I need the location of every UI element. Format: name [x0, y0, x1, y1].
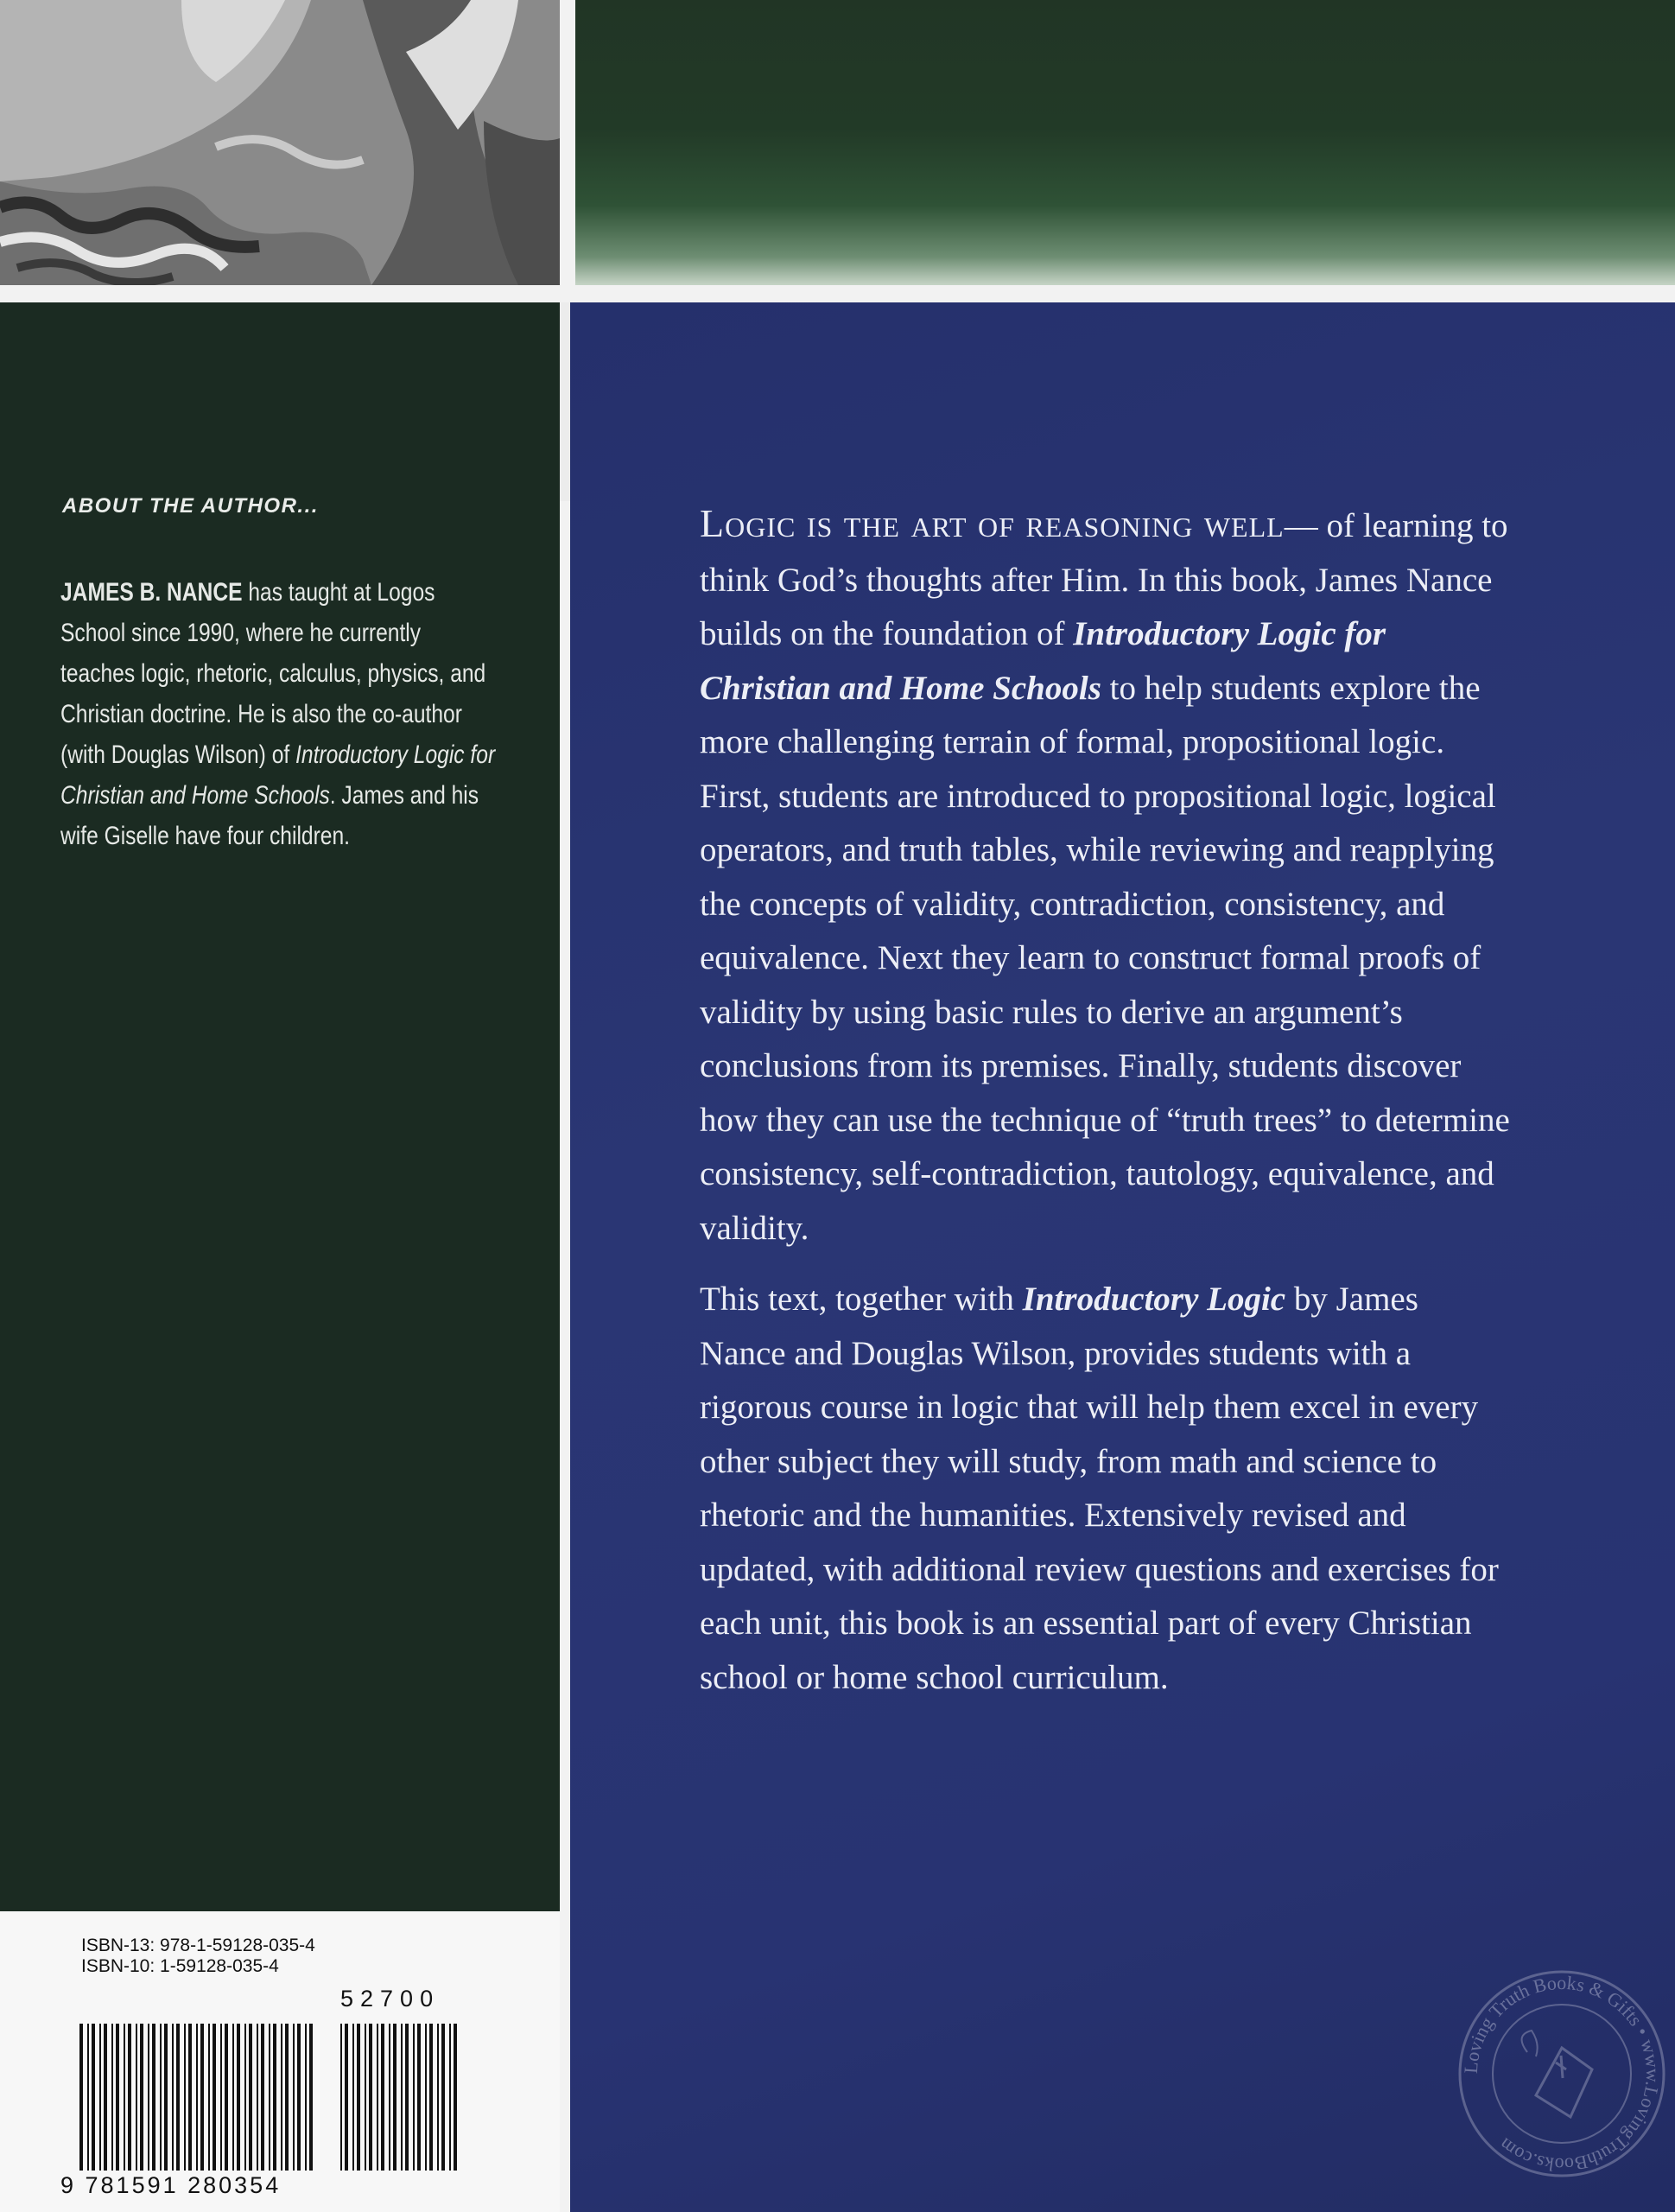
barcode-bar — [297, 2024, 301, 2171]
barcode-bar — [389, 2024, 390, 2171]
barcode-bar — [345, 2024, 348, 2171]
barcode-bar — [92, 2024, 95, 2171]
barcode-bar — [393, 2024, 397, 2171]
author-name: JAMES B. NANCE — [60, 578, 243, 607]
description-paragraph-1 — [700, 497, 1512, 1255]
barcode-bar — [172, 2024, 174, 2171]
isbn-10: ISBN-10: 1-59128-035-4 — [81, 1956, 279, 1976]
barcode-bar — [232, 2024, 234, 2171]
barcode-bar — [213, 2024, 216, 2171]
barcode-bar — [417, 2024, 421, 2171]
barcode-bar — [437, 2024, 439, 2171]
barcode-bar — [441, 2024, 445, 2171]
barcode-bar — [160, 2024, 162, 2171]
barcode-bar — [184, 2024, 186, 2171]
barcode-bar — [273, 2024, 276, 2171]
barcode-bar — [136, 2024, 137, 2171]
barcode-price-icon — [340, 2024, 461, 2171]
barcode-bar — [293, 2024, 295, 2171]
barcode-bar — [425, 2024, 427, 2171]
barcode-bar — [140, 2024, 143, 2171]
isbn-13: ISBN-13: 978-1-59128-035-4 — [81, 1936, 315, 1955]
barcode-bar — [79, 2024, 83, 2171]
barcode-bar — [285, 2024, 289, 2171]
description-paragraph-2 — [700, 1273, 1512, 1705]
barcode-bar — [116, 2024, 119, 2171]
barcode-bar — [309, 2024, 313, 2171]
abstract-art-graphic — [0, 0, 560, 285]
barcode-bar — [244, 2024, 246, 2171]
barcode-bar — [176, 2024, 180, 2171]
barcode-bar — [381, 2024, 384, 2171]
bookstore-stamp-icon — [1454, 1966, 1670, 2182]
barcode-bar — [196, 2024, 198, 2171]
barcode-bar — [365, 2024, 366, 2171]
about-heading: ABOUT THE AUTHOR... — [62, 494, 319, 518]
barcode-bar — [340, 2024, 342, 2171]
bio-text-1: has taught at Logos School since 1990, where he currently teaches logic, rhetoric, calculus, physics, and Christian doctrine. He is also the co-author (with Douglas Wilson) of — [60, 578, 486, 769]
barcode-bar — [164, 2024, 168, 2171]
barcode-bar — [237, 2024, 240, 2171]
barcode-bar — [454, 2024, 457, 2171]
price-code: 52700 — [340, 1986, 441, 2012]
book-description — [700, 497, 1512, 1705]
barcode-bar — [99, 2024, 101, 2171]
description-p2-title: Introductory Logic — [1022, 1281, 1286, 1318]
barcode-bar — [208, 2024, 210, 2171]
barcode-bar — [357, 2024, 360, 2171]
barcode-bar — [405, 2024, 409, 2171]
barcode-bar — [413, 2024, 415, 2171]
barcode-bar — [128, 2024, 131, 2171]
barcode-bar — [220, 2024, 222, 2171]
description-p1-title: Introductory Logic for Christian and Home Schools — [700, 615, 1386, 707]
barcode-bar — [249, 2024, 252, 2171]
barcode-bar — [281, 2024, 282, 2171]
barcode-bar — [152, 2024, 155, 2171]
isbn-block — [81, 1936, 513, 1977]
barcode-bar — [352, 2024, 354, 2171]
barcode-bar — [188, 2024, 192, 2171]
barcode-bar — [429, 2024, 433, 2171]
barcode-bar — [401, 2024, 403, 2171]
barcode-main-icon — [79, 2024, 314, 2171]
barcode-bar — [369, 2024, 372, 2171]
barcode-bar — [269, 2024, 270, 2171]
author-panel — [0, 302, 560, 1911]
bio-text-2: . James and his wife Giselle have four children. — [60, 781, 479, 850]
description-p1-a: — of learning to think God’s thoughts after Him. In this book, James Nance builds on the foundation of — [700, 507, 1508, 652]
cover-art-image — [0, 0, 560, 285]
description-lead: Logic is the art of reasoning well — [700, 501, 1285, 545]
description-p2-b: by James Nance and Douglas Wilson, provides students with a rigorous course in logic that will help them excel in every other subject they will study, from math and science to rhetoric and the humanities. Extensively revised and updated, with additional review questions and exercises for each unit, this book is an essential part of every Christian school or home school curriculum. — [700, 1281, 1499, 1696]
barcode-bar — [305, 2024, 307, 2171]
panel-divider — [560, 302, 570, 501]
stamp-text: Loving Truth Books & Gifts • www.LovingTruthBooks.com — [1459, 1971, 1665, 2177]
barcode-bar — [111, 2024, 113, 2171]
author-bio — [60, 572, 499, 856]
description-p2-a: This text, together with — [700, 1281, 1023, 1318]
barcode-digits: 9 781591 280354 — [60, 2172, 282, 2198]
barcode-bar — [257, 2024, 258, 2171]
barcode-bar — [449, 2024, 451, 2171]
bio-book-title: Introductory Logic for Christian and Home Schools — [60, 741, 496, 810]
barcode-bar — [377, 2024, 378, 2171]
barcode-bar — [200, 2024, 204, 2171]
barcode-bar — [87, 2024, 89, 2171]
barcode-bar — [124, 2024, 125, 2171]
top-green-panel — [575, 0, 1675, 285]
barcode-bar — [148, 2024, 149, 2171]
description-p1-b: to help students explore the more challenging terrain of formal, propositional logic. First, students are introduced to propositional logic, logical operators, and truth tables, while reviewing and reapplying the concepts of validity, contradiction, consistency, and equivalence. Next they learn to construct formal proofs of validity by using basic rules to derive an argument’s conclusions from its premises. Finally, students discover how they can use the technique of “truth trees” to determine consistency, self-contradiction, tautology, equivalence, and validity. — [700, 669, 1510, 1247]
barcode-bar — [261, 2024, 264, 2171]
barcode-bar — [225, 2024, 228, 2171]
barcode-bar — [104, 2024, 107, 2171]
